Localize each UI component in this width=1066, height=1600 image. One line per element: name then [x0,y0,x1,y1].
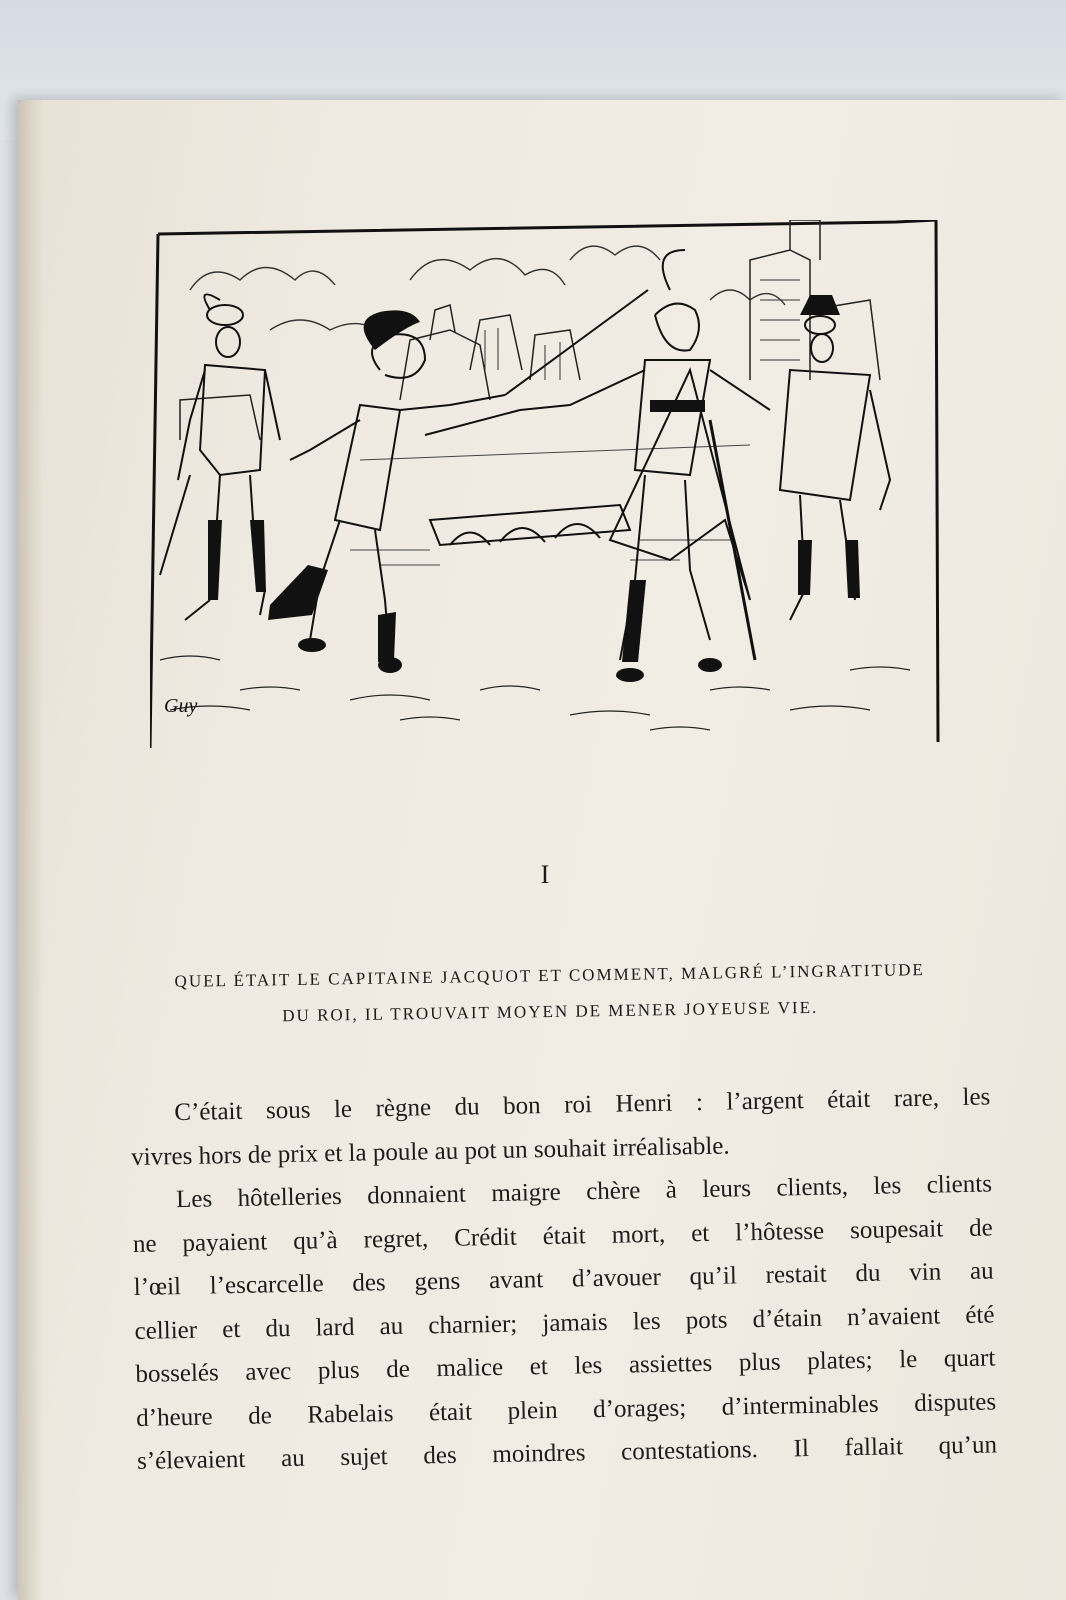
illustration-signature: Guy [164,695,198,717]
body-line: l’œil l’escarcelle des gens avant d’avouer qu’il restait du vin au [133,1257,994,1301]
body-line: vivres hors de prix et la poule au pot un souhait irréalisable. [130,1132,730,1171]
duel-illustration [150,220,940,750]
duel-engraving-icon [150,220,940,750]
body-line: d’heure de Rabelais était plein d’orages; d’interminables disputes [135,1387,997,1432]
body-line: ne payaient qu’à regret, Crédit était mort, et l’hôtesse soupesait de [132,1213,994,1258]
chapter-number: I [540,860,550,889]
page-edge-shadow [18,100,44,1600]
chapter-title [119,951,980,1036]
body-line: cellier et du lard au charnier; jamais les pots d’étain n’avaient été [134,1300,995,1345]
chapter-title-line: QUEL ÉTAIT LE CAPITAINE JACQUOT ET COMMENT, MALGRÉ L’INGRATITUDE [174,960,925,991]
body-line: s’élevaient au sujet des moindres contestations. Il fallait qu’un [136,1431,998,1475]
body-line: Les hôtelleries donnaient maigre chère à leurs clients, les clients [175,1170,993,1214]
chapter-title-line: DU ROI, IL TROUVAIT MOYEN DE MENER JOYEUSE VIE. [282,997,819,1026]
body-text [130,1075,997,1483]
body-line: bosselés avec plus de malice et les assiettes plus plates; le quart [135,1344,996,1388]
body-line: C’était sous le règne du bon roi Henri : l’argent était rare, les [174,1083,991,1127]
